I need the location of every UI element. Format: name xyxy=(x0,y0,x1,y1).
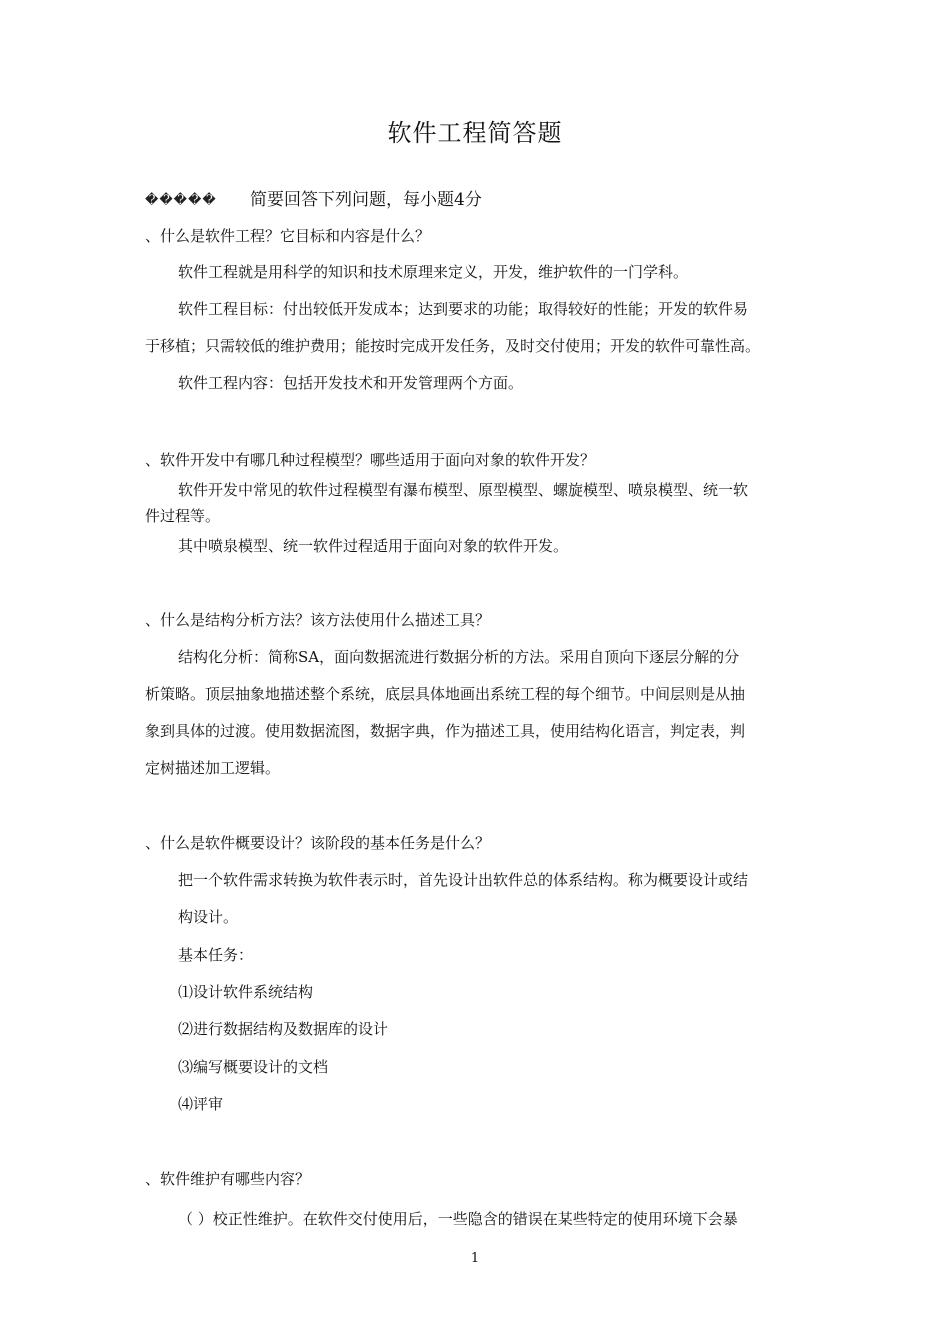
answer-4-task-4: ⑷评审 xyxy=(178,1095,224,1113)
answer-3-line-4: 定树描述加工逻辑。 xyxy=(145,759,281,777)
question-5: 、软件维护有哪些内容？ xyxy=(145,1170,311,1188)
section-heading: 简要回答下列问题，每小题4分 xyxy=(250,190,482,210)
answer-3-line-1: 结构化分析：简称SA，面向数据流进行数据分析的方法。采用自顶向下逐层分解的分 xyxy=(178,648,740,666)
question-4: 、什么是软件概要设计？该阶段的基本任务是什么？ xyxy=(145,834,491,852)
question-3: 、什么是结构分析方法？该方法使用什么描述工具？ xyxy=(145,611,491,629)
answer-4-line-1: 把一个软件需求转换为软件表示时，首先设计出软件总的体系结构。称为概要设计或结 xyxy=(178,871,749,889)
answer-3-line-3: 象到具体的过渡。使用数据流图，数据字典，作为描述工具，使用结构化语言，判定表，判 xyxy=(145,722,746,740)
answer-1-paragraph-1: 软件工程就是用科学的知识和技术原理来定义，开发，维护软件的一门学科。 xyxy=(178,263,689,281)
answer-1-paragraph-2-line-1: 软件工程目标：付出较低开发成本；达到要求的功能；取得较好的性能；开发的软件易 xyxy=(178,300,749,318)
answer-4-task-3: ⑶编写概要设计的文档 xyxy=(178,1058,329,1076)
answer-2-paragraph-1-line-2: 件过程等。 xyxy=(145,507,221,525)
answer-2-paragraph-1-line-1: 软件开发中常见的软件过程模型有瀑布模型、原型模型、螺旋模型、喷泉模型、统一软 xyxy=(178,481,749,499)
question-1: 、什么是软件工程？它目标和内容是什么？ xyxy=(145,227,431,245)
answer-2-paragraph-2: 其中喷泉模型、统一软件过程适用于面向对象的软件开发。 xyxy=(178,537,569,555)
answer-1-paragraph-2-line-2: 于移植；只需较低的维护费用；能按时完成开发任务，及时交付使用；开发的软件可靠性高。 xyxy=(145,337,761,355)
answer-4-line-2: 构设计。 xyxy=(178,908,239,926)
section-marker: ����� xyxy=(145,193,217,208)
answer-4-task-2: ⑵进行数据结构及数据库的设计 xyxy=(178,1020,389,1038)
answer-3-line-2: 析策略。顶层抽象地描述整个系统，底层具体地画出系统工程的每个细节。中间层则是从抽 xyxy=(145,685,746,703)
answer-5-line-1: （ ）校正性维护。在软件交付使用后，一些隐含的错误在某些特定的使用环境下会暴 xyxy=(178,1210,738,1228)
question-2: 、软件开发中有哪几种过程模型？哪些适用于面向对象的软件开发？ xyxy=(145,451,596,469)
document-title: 软件工程简答题 xyxy=(387,119,563,147)
answer-4-task-1: ⑴设计软件系统结构 xyxy=(178,983,314,1001)
page-number: 1 xyxy=(470,1251,480,1266)
answer-4-tasks-label: 基本任务： xyxy=(178,946,254,964)
answer-1-paragraph-3: 软件工程内容：包括开发技术和开发管理两个方面。 xyxy=(178,374,524,392)
